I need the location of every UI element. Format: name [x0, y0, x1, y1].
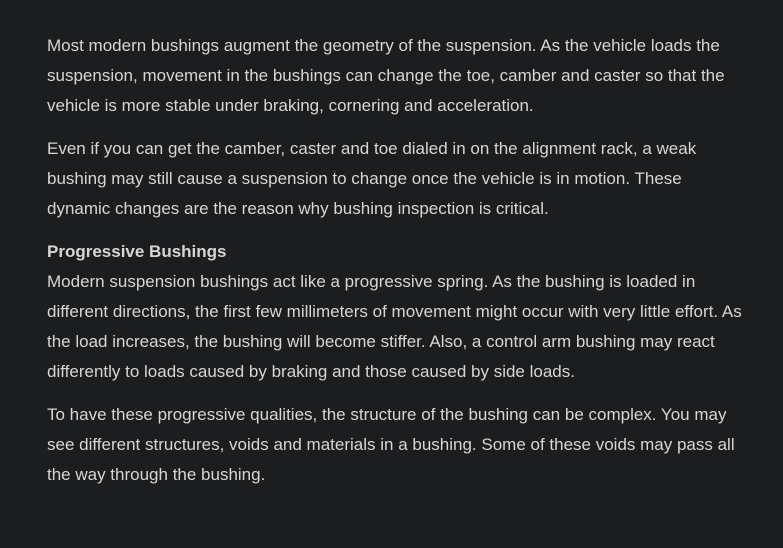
paragraph-bushing-structure: To have these progressive qualities, the structure of the bushing can be complex. You may see different structures, voids and materials in a bushing. Some of these voids may pass all the way through the bushing. — [47, 405, 735, 484]
article-body — [47, 31, 747, 503]
paragraph-progressive-spring: Modern suspension bushings act like a progressive spring. As the bushing is loaded in different directions, the first few millimeters of movement might occur with very little effort. As the load increases, the bushing will become stiffer. Also, a control arm bushing may react differently to loads caused by braking and those caused by side loads. — [47, 272, 742, 381]
paragraph-dynamic-changes: Even if you can get the camber, caster and toe dialed in on the alignment rack, a weak bushing may still cause a suspension to change once the vehicle is in motion. These dynamic changes are the reason why bushing inspection is critical. — [47, 139, 697, 218]
section-heading-progressive-bushings: Progressive Bushings — [47, 242, 227, 261]
paragraph-bushing-geometry: Most modern bushings augment the geometry of the suspension. As the vehicle loads the suspension, movement in the bushings can change the toe, camber and caster so that the vehicle is more stable under braking, cornering and acceleration. — [47, 36, 725, 115]
